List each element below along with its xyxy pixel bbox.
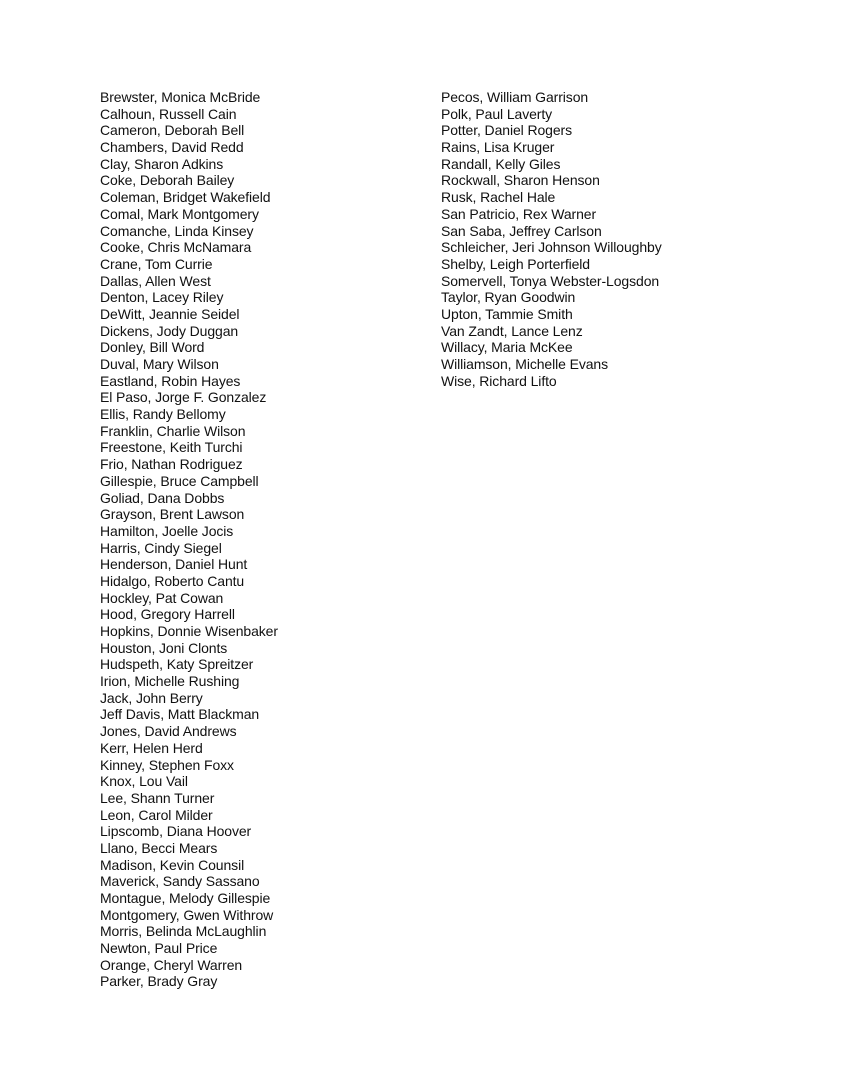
list-item: Parker, Brady Gray (100, 973, 218, 990)
right-column-list (441, 89, 821, 389)
list-item: Harris, Cindy Siegel (100, 539, 222, 556)
list-item: Upton, Tammie Smith (441, 305, 573, 322)
list-item: Kinney, Stephen Foxx (100, 756, 234, 773)
list-item: Hidalgo, Roberto Cantu (100, 572, 245, 589)
list-item: Coke, Deborah Bailey (100, 172, 235, 189)
list-item: Taylor, Ryan Goodwin (441, 289, 576, 306)
list-item: Rockwall, Sharon Henson (441, 172, 600, 189)
list-item: Maverick, Sandy Sassano (100, 873, 260, 890)
list-item: Eastland, Robin Hayes (100, 372, 241, 389)
list-item: Jones, David Andrews (100, 723, 237, 740)
list-item: Jeff Davis, Matt Blackman (100, 706, 260, 723)
list-item: Montague, Melody Gillespie (100, 890, 271, 906)
list-item: Calhoun, Russell Cain (100, 105, 237, 122)
list-item: Comanche, Linda Kinsey (100, 222, 254, 239)
list-item: Crane, Tom Currie (100, 255, 213, 272)
list-item: Willacy, Maria McKee (441, 339, 573, 356)
list-item: Lipscomb, Diana Hoover (100, 823, 252, 840)
list-item: Grayson, Brent Lawson (100, 506, 245, 523)
list-item: Dickens, Jody Duggan (100, 322, 239, 339)
list-item: Gillespie, Bruce Campbell (100, 472, 259, 489)
list-item: Morris, Belinda McLaughlin (100, 923, 267, 940)
list-item: Donley, Bill Word (100, 339, 205, 356)
list-item: Franklin, Charlie Wilson (100, 422, 246, 439)
list-item: Potter, Daniel Rogers (441, 122, 572, 139)
list-item: San Saba, Jeffrey Carlson (441, 222, 602, 239)
list-item: Leon, Carol Milder (100, 806, 213, 823)
list-item: Somervell, Tonya Webster-Logsdon (441, 272, 660, 289)
list-item: Houston, Joni Clonts (100, 639, 228, 656)
list-item: Madison, Kevin Counsil (100, 856, 245, 873)
list-item: Pecos, William Garrison (441, 89, 589, 105)
list-item: Orange, Cheryl Warren (100, 956, 243, 973)
left-column-list (100, 89, 420, 990)
list-item: Randall, Kelly Giles (441, 155, 561, 172)
list-item: Hood, Gregory Harrell (100, 606, 235, 623)
list-item: Polk, Paul Laverty (441, 105, 553, 122)
list-item: Henderson, Daniel Hunt (100, 556, 248, 573)
list-item: Brewster, Monica McBride (100, 89, 261, 105)
list-item: Irion, Michelle Rushing (100, 673, 240, 690)
list-item: Chambers, David Redd (100, 139, 244, 156)
list-item: Hudspeth, Katy Spreitzer (100, 656, 254, 673)
list-item: Denton, Lacey Riley (100, 289, 224, 306)
list-item: Newton, Paul Price (100, 940, 218, 957)
list-item: Rusk, Rachel Hale (441, 189, 556, 206)
list-item: Frio, Nathan Rodriguez (100, 456, 243, 473)
list-item: Jack, John Berry (100, 689, 203, 706)
list-item: Schleicher, Jeri Johnson Willoughby (441, 239, 662, 256)
list-item: El Paso, Jorge F. Gonzalez (100, 389, 267, 406)
list-item: Kerr, Helen Herd (100, 739, 203, 756)
list-item: Duval, Mary Wilson (100, 356, 219, 372)
list-item: Lee, Shann Turner (100, 789, 215, 806)
list-item: Van Zandt, Lance Lenz (441, 322, 583, 339)
list-item: Goliad, Dana Dobbs (100, 489, 225, 506)
list-item: Hamilton, Joelle Jocis (100, 522, 234, 539)
list-item: Hopkins, Donnie Wisenbaker (100, 623, 278, 639)
list-item: Freestone, Keith Turchi (100, 439, 243, 456)
list-item: Knox, Lou Vail (100, 773, 188, 790)
list-item: Hockley, Pat Cowan (100, 589, 224, 606)
list-item: Montgomery, Gwen Withrow (100, 906, 274, 923)
list-item: Llano, Becci Mears (100, 839, 218, 856)
list-item: Cooke, Chris McNamara (100, 239, 252, 256)
list-item: Rains, Lisa Kruger (441, 139, 555, 156)
list-item: San Patricio, Rex Warner (441, 205, 597, 222)
list-item: Clay, Sharon Adkins (100, 155, 224, 172)
list-item: Wise, Richard Lifto (441, 372, 557, 389)
list-item: Coleman, Bridget Wakefield (100, 189, 271, 206)
list-item: Dallas, Allen West (100, 272, 211, 289)
list-item: Comal, Mark Montgomery (100, 205, 259, 222)
list-item: DeWitt, Jeannie Seidel (100, 305, 240, 322)
list-item: Ellis, Randy Bellomy (100, 406, 226, 423)
list-item: Shelby, Leigh Porterfield (441, 255, 590, 272)
list-item: Cameron, Deborah Bell (100, 122, 245, 139)
list-item: Williamson, Michelle Evans (441, 356, 609, 372)
